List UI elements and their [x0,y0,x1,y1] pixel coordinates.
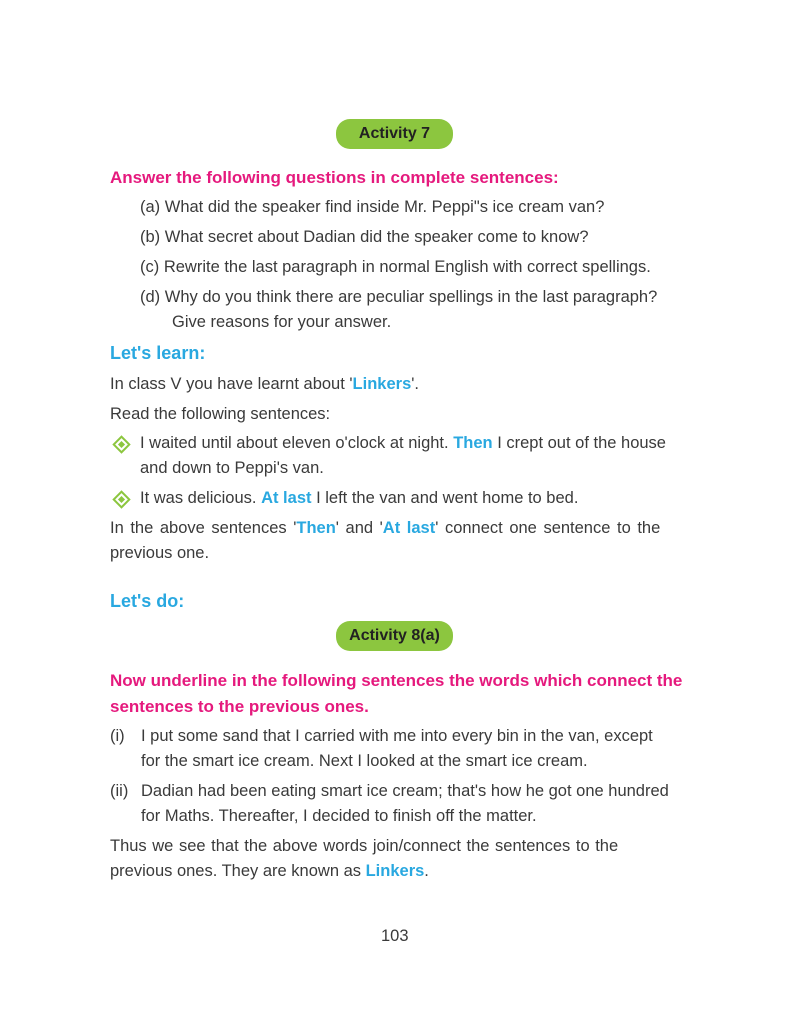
question-b: (b) What secret about Dadian did the speaker come to know? [140,228,589,246]
activity-7-instruction: Answer the following questions in complete sentences: [110,168,559,187]
item-1-number: (i) [110,727,125,745]
question-c: (c) Rewrite the last paragraph in normal English with correct spellings. [140,258,651,276]
bullet-diamond-icon [112,435,130,453]
conclusion-line-1: Thus we see that the above words join/connect the sentences to the [110,837,619,855]
question-d-continued: Give reasons for your answer. [172,313,392,331]
activity-8a-label: Activity 8(a) [349,627,440,644]
item-1-line-1: I put some sand that I carried with me into every bin in the van, except [141,727,653,745]
at-last-highlight: At last [261,489,312,507]
bullet-2: It was delicious. At last I left the van and went home to bed. [140,489,579,507]
learn-line-2: Read the following sentences: [110,405,331,423]
bullet-1-line-2: and down to Peppi's van. [140,459,324,477]
linkers-highlight: Linkers [365,862,425,880]
conclusion-line-2: previous ones. They are known as Linkers. [110,862,429,880]
activity-8a-badge [336,621,453,651]
item-1-line-2: for the smart ice cream. Next I looked at the smart ice cream. [141,752,588,770]
page-number: 103 [381,927,409,945]
learn-line-1: In class V you have learnt about 'Linkers'. [110,375,419,393]
activity-8a-instruction-line-1: Now underline in the following sentences the words which connect the [110,671,683,690]
activity-7-badge [336,119,453,149]
summary-line-2: previous one. [110,544,210,562]
item-2-line-2: for Maths. Thereafter, I decided to finish off the matter. [141,807,537,825]
linkers-highlight: Linkers [352,375,412,393]
question-d: (d) Why do you think there are peculiar spellings in the last paragraph? [140,288,658,306]
item-2-number: (ii) [110,782,129,800]
summary-line-1: In the above sentences 'Then' and 'At last' connect one sentence to the [110,519,661,537]
bullet-1-line-1: I waited until about eleven o'clock at night. Then I crept out of the house [140,434,666,452]
activity-7-label: Activity 7 [358,125,431,142]
activity-8a-instruction-line-2: sentences to the previous ones. [110,697,369,716]
lets-learn-heading: Let's learn: [110,343,206,363]
lets-do-heading: Let's do: [110,591,185,611]
bullet-diamond-icon [112,490,130,508]
item-2-line-1: Dadian had been eating smart ice cream; that's how he got one hundred [141,782,669,800]
question-a: (a) What did the speaker find inside Mr. Peppi"s ice cream van? [140,198,605,216]
then-highlight: Then [453,434,493,452]
